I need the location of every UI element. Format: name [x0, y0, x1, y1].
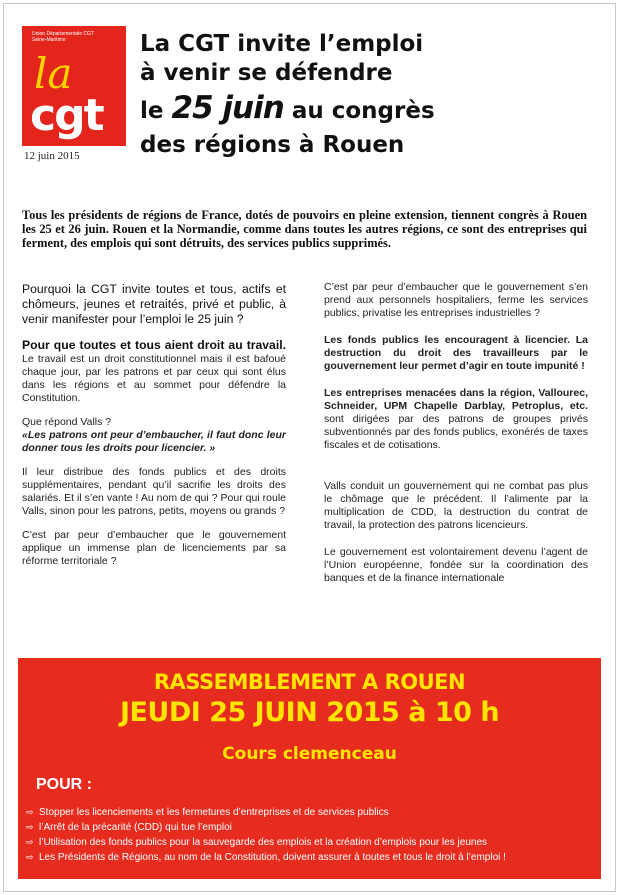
- banner-rally: RASSEMBLEMENT A ROUEN: [153, 670, 466, 694]
- title-line1: La CGT invite l’emploi: [140, 31, 424, 57]
- cgt-logo: [22, 26, 126, 146]
- arrow-right-icon: ⇨: [26, 852, 34, 862]
- title-line4: des régions à Rouen: [140, 132, 405, 158]
- page-title: [140, 30, 435, 160]
- title-date-emphasis: 25 juin: [171, 90, 284, 126]
- demand-text: l’Arrêt de la précarité (CDD) qui tue l’emploi: [39, 822, 232, 833]
- left-p5: C’est par peur d’embaucher que le gouvernement applique un immense plan de licenciements par sa réforme territoriale ?: [22, 529, 286, 567]
- left-p4: Il leur distribue des fonds publics et des droits supplémentaires, pendant qu’il sacrifie les droits des salariés. Et il s’en vante ! Au nom de qui ? Pour qui roule Valls, sinon pour les patrons, petits, moyens ou grands ?: [22, 466, 286, 517]
- right-p3: [324, 387, 588, 452]
- arrow-right-icon: ⇨: [26, 837, 34, 847]
- demand-item: [26, 835, 506, 850]
- publication-date: 12 juin 2015: [24, 150, 80, 162]
- logo-cgt: cgt: [30, 90, 103, 141]
- right-column: [324, 281, 588, 585]
- title-line3-post: au congrès: [283, 98, 435, 124]
- demand-item: [26, 850, 506, 865]
- right-p3-rest: sont dirigées par des patrons de groupes privés subventionnés par des fonds publics, exonérés de taxes fiscales et de cotisations.: [324, 413, 588, 451]
- left-p3-quote: «Les patrons ont peur d’embaucher, il faut donc leur donner tous les droits pour licencier. »: [22, 429, 286, 454]
- title-line3-pre: le: [140, 98, 172, 124]
- left-p2-body: Le travail est un droit constitutionnel mais il est bafoué chaque jour, par les patrons et par ceux qui sont élus dans les régions et au sommet pour défendre la Constitution.: [22, 353, 286, 404]
- demand-item: [26, 805, 506, 820]
- demand-text: l’Utilisation des fonds publics pour la sauvegarde des emplois et la création d’emplois pour les jeunes: [39, 837, 488, 848]
- right-p3-companies: Les entreprises menacées dans la région, Vallourec, Schneider, UPM Chapelle Darblay, Petroplus, etc.: [324, 387, 588, 412]
- demand-item: [26, 820, 506, 835]
- logo-org-text: [32, 31, 94, 43]
- arrow-right-icon: ⇨: [26, 822, 34, 832]
- arrow-right-icon: ⇨: [26, 807, 34, 817]
- logo-la: la: [34, 49, 73, 98]
- banner-location: Cours clemenceau: [222, 744, 397, 764]
- rally-banner: [18, 658, 601, 879]
- left-column: [22, 282, 286, 568]
- demand-text: Stopper les licenciements et les fermetures d’entreprises et de services publics: [39, 807, 389, 818]
- banner-pour: POUR :: [36, 776, 92, 793]
- left-p2-head: Pour que toutes et tous aient droit au travail.: [22, 338, 286, 352]
- right-p5: Le gouvernement est volontairement devenu l’agent de l’Union européenne, fondée sur la coordination des banques et de la finance internationale: [324, 546, 588, 584]
- demand-text: Les Présidents de Régions, au nom de la Constitution, doivent assurer à toutes et tous le droit à l’emploi !: [39, 852, 506, 863]
- left-p3-question: Que répond Valls ?: [22, 416, 112, 428]
- intro-paragraph: Tous les présidents de régions de France, dotés de pouvoirs en pleine extension, tiennent congrès à Rouen les 25 et 26 juin. Rouen et la Normandie, comme dans toutes les autres régions, ce sont des entreprises qui ferment, des emplois qui sont détruits, des services publics supprimés.: [22, 208, 587, 250]
- right-p2: Les fonds publics les encouragent à licencier. La destruction du droit des travailleurs par le gouvernement leur permet d’agir en toute impunité !: [324, 334, 588, 372]
- left-p2: [22, 338, 286, 405]
- title-line3: [140, 88, 435, 131]
- banner-date-time: JEUDI 25 JUIN 2015 à 10 h: [119, 697, 500, 728]
- right-p4: Valls conduit un gouvernement qui ne combat pas plus le chômage que le précédent. Il l’alimente par la multiplication de CDD, la destruction du contrat de travail, la protection des patrons licencieurs.: [324, 480, 588, 531]
- demands-list: [26, 805, 506, 865]
- title-line2: à venir se défendre: [140, 60, 393, 86]
- logo-org-line1: Union Départementale CGT: [32, 31, 94, 37]
- logo-org-line2: Seine-Maritime: [32, 37, 66, 43]
- left-p1: Pourquoi la CGT invite toutes et tous, actifs et chômeurs, jeunes et retraités, privé et public, à venir manifester pour l’emploi le 25 juin ?: [22, 282, 286, 326]
- right-p1: C’est par peur d’embaucher que le gouvernement s’en prend aux personnels hospitaliers, ferme les services publics, privatise les entreprises industrielles ?: [324, 281, 588, 319]
